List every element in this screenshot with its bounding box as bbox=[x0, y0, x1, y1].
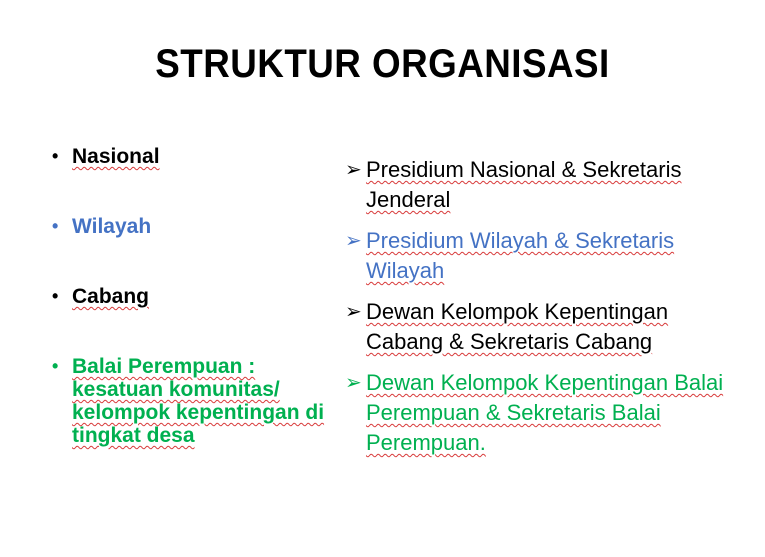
level-list bbox=[50, 145, 330, 447]
leadership-label: Dewan Kelompok Kepentingan Balai Perempuan & Sekretaris Balai Perempuan. bbox=[366, 370, 724, 455]
level-label: Cabang bbox=[72, 285, 150, 308]
level-item-wilayah bbox=[50, 215, 330, 238]
leadership-list bbox=[345, 155, 745, 458]
leadership-label: Dewan Kelompok Kepentingan Cabang & Sekretaris Cabang bbox=[366, 299, 669, 354]
leadership-label: Presidium Nasional & Sekretaris Jenderal bbox=[366, 157, 682, 212]
leadership-item-nasional bbox=[345, 155, 745, 215]
level-label: Balai Perempuan : kesatuan komunitas/ kelompok kepentingan di tingkat desa bbox=[72, 355, 325, 447]
arrow-bullet-icon: ➢ bbox=[345, 301, 362, 323]
leadership-label: Presidium Wilayah & Sekretaris Wilayah bbox=[366, 228, 675, 283]
bullet-icon: • bbox=[52, 146, 59, 166]
slide-title: STRUKTUR ORGANISASI bbox=[155, 42, 610, 86]
level-item-nasional bbox=[50, 145, 330, 168]
bullet-icon: • bbox=[52, 286, 59, 306]
level-item-balai-perempuan bbox=[50, 355, 330, 447]
level-label: Wilayah bbox=[72, 215, 152, 238]
arrow-bullet-icon: ➢ bbox=[345, 372, 362, 394]
arrow-bullet-icon: ➢ bbox=[345, 159, 362, 181]
level-item-cabang bbox=[50, 285, 330, 308]
level-label: Nasional bbox=[72, 145, 160, 168]
bullet-icon: • bbox=[52, 216, 59, 236]
arrow-bullet-icon: ➢ bbox=[345, 230, 362, 252]
leadership-item-cabang bbox=[345, 297, 745, 357]
bullet-icon: • bbox=[52, 356, 59, 376]
leadership-item-wilayah bbox=[345, 226, 745, 286]
leadership-item-balai-perempuan bbox=[345, 368, 745, 458]
